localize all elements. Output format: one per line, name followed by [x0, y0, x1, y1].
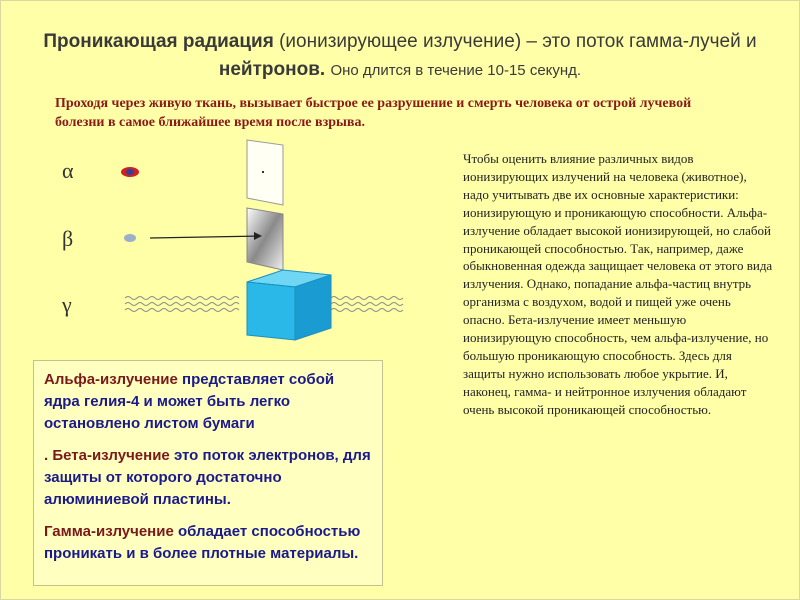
summary-beta-text: это поток электронов, для защиты от которого достаточно алюминиевой пластины.: [44, 447, 371, 508]
summary-gamma: [44, 521, 372, 565]
title-line2: нейтронов.: [218, 59, 331, 80]
gamma-wave-3: [125, 309, 239, 312]
summary-gamma-term: Гамма-излучение: [44, 523, 174, 540]
lead-cube: [247, 270, 331, 340]
summary-alpha: [44, 369, 372, 435]
gamma-wave-1: [125, 297, 239, 300]
gamma-wave-4: [331, 297, 403, 300]
summary-alpha-text: представляет собой ядра гелия-4 и может быть легко остановлено листом бумаги: [44, 371, 335, 432]
summary-box: [33, 360, 383, 586]
summary-alpha-term: Альфа-излучение: [44, 371, 178, 388]
summary-beta-term: . Бета-излучение: [44, 447, 170, 464]
beta-arrow-line: [150, 236, 260, 238]
summary-beta: [44, 445, 372, 511]
beta-symbol: β: [62, 226, 74, 251]
summary-gamma-text: обладает способностью проникать и в более плотные материалы.: [44, 523, 361, 562]
gamma-symbol: γ: [62, 292, 72, 317]
subtitle: Проходя через живую ткань, вызывает быстрое ее разрушение и смерть человека от острой лучевой болезни в самое ближайшее время после взрыва.: [55, 96, 692, 130]
explanation-text: Чтобы оценить влияние различных видов ионизирующих излучений на человека (животное), надо учитывать две их основные характеристики: ионизирующую и проникающую способности. Альфа-излучение обладает высокой ионизирующей, но слабой проникающей способностью. Так, например, даже обыкновенная одежда защищает человека от этого вида излучения. Однако, попадание альфа-частиц внутрь организма с воздухом, водой и пищей уже очень опасно. Бета-излучение имеет меньшую ионизирующую способность, чем альфа-излучение, но большую проникающую способность. Здесь для защиты нужно использовать любое укрытие. И, наконец, гамма- и нейтронное излучения обладают очень высокой проникающей способностью.: [463, 151, 773, 417]
alpha-particle: [121, 167, 139, 177]
paper-sheet: [247, 140, 283, 205]
gamma-wave-6: [331, 309, 403, 312]
gamma-wave-5: [331, 303, 403, 306]
title-definition: (ионизирующее излучение) – это поток гамма-лучей и: [273, 31, 757, 52]
beta-particle: [124, 234, 136, 242]
gamma-wave-2: [125, 303, 239, 306]
aluminium-plate: [247, 208, 283, 270]
title-term: Проникающая радиация: [43, 31, 274, 52]
title-duration: Оно длится в течение 10-15 секунд.: [330, 62, 582, 79]
alpha-symbol: α: [62, 158, 74, 183]
